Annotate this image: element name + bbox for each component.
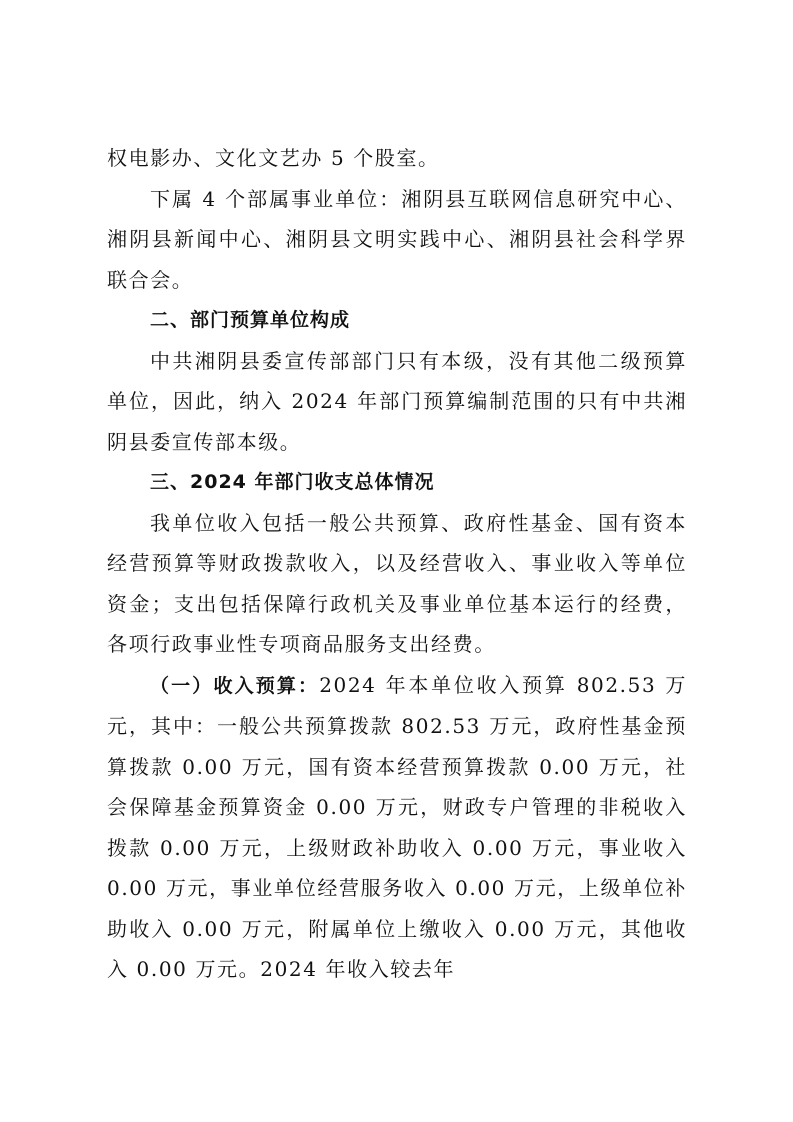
revenue-budget-lead: （一）收入预算：	[150, 674, 320, 697]
heading-revenue-expenditure-overview: 三、2024 年部门收支总体情况	[150, 471, 435, 493]
paragraph-revenue-budget	[107, 665, 687, 990]
revenue-budget-body: 2024 年本单位收入预算 802.53 万元，其中：一般公共预算拨款 802.53 万元，政府性基金预算拨款 0.00 万元，国有资本经营预算拨款 0.00 万元，社会保障基金预算资金 0.00 万元，财政专户管理的非税收入拨款 0.00 万元，上级财政补助收入 0.00 万元，事业收入 0.00 万元，事业单位经营服务收入 0.00 万元，上级单位补助收入 0.00 万元，附属单位上缴收入 0.00 万元，其他收入 0.00 万元。2024 年收入较去年	[107, 672, 687, 981]
document-body	[107, 138, 687, 990]
heading-budget-unit-composition: 二、部门预算单位构成	[150, 309, 351, 331]
paragraph-departments-end: 权电影办、文化文艺办 5 个股室。	[107, 146, 440, 170]
paragraph-budget-unit-composition: 中共湘阴县委宣传部部门只有本级，没有其他二级预算单位，因此，纳入 2024 年部门预算编制范围的只有中共湘阴县委宣传部本级。	[107, 348, 687, 454]
paragraph-subordinate-units: 下属 4 个部属事业单位：湘阴县互联网信息研究中心、湘阴县新闻中心、湘阴县文明实践中心、湘阴县社会科学界联合会。	[107, 186, 687, 292]
paragraph-revenue-expenditure-scope: 我单位收入包括一般公共预算、政府性基金、国有资本经营预算等财政拨款收入，以及经营收入、事业收入等单位资金；支出包括保障行政机关及事业单位基本运行的经费，各项行政事业性专项商品服务支出经费。	[107, 510, 687, 656]
